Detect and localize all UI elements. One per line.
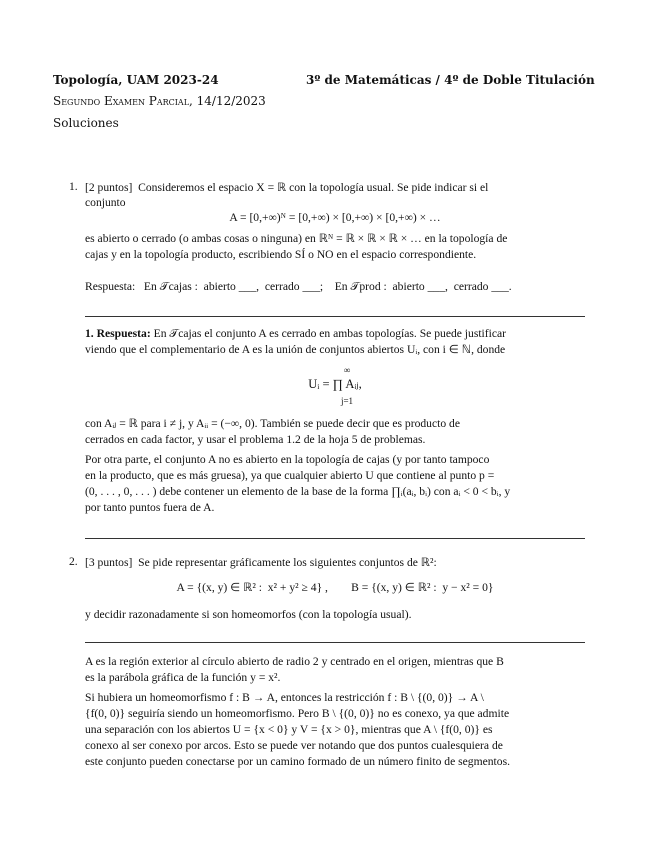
solution-2-line-6: conexo al ser conexo por arcos. Esto se puede ver notando que dos puntos cualesquiera de (85, 739, 503, 752)
problem-1-answer-line: Respuesta: En 𝒯cajas : abierto ___, cerrado ___; En 𝒯prod : abierto ___, cerrado ___. (85, 280, 512, 293)
problem-1-statement-line-2: conjunto (85, 196, 126, 209)
solution-2-line-5: una separación con los abiertos U = {x < 0} y V = {x > 0}, mientras que A \ {f(0, 0)} es (85, 723, 493, 736)
problem-1-points: [2 puntos] (85, 181, 133, 194)
problem-2-statement-line-1 (85, 555, 585, 571)
solution-2-line-3: Si hubiera un homeomorfismo f : B → A, entonces la restricción f : B \ {(0, 0)} → A \ (85, 691, 484, 704)
solutions-subtitle: Soluciones (53, 116, 119, 130)
divider-1 (85, 316, 585, 317)
solution-1-line-4: cerrados en cada factor, y usar el problema 1.2 de la hoja 5 de problemas. (85, 433, 426, 446)
problem-2-points: [3 puntos] (85, 556, 133, 569)
solution-2-line-7: este conjunto pueden conectarse por un camino formado de un número finito de segmentos. (85, 755, 510, 768)
solution-2-line-1: A es la región exterior al círculo abierto de radio 2 y centrado en el origen, mientras que B (85, 655, 504, 668)
solution-1-formula: Uᵢ = ∏ Aᵢⱼ, (308, 377, 362, 391)
problem-2-number: 2. (69, 555, 78, 568)
solution-1-label: 1. Respuesta: (85, 327, 151, 340)
problem-2-statement-line-2: y decidir razonadamente si son homeomorfos (con la topología usual). (85, 608, 412, 621)
degree-title: 3º de Matemáticas / 4º de Doble Titulación (306, 73, 595, 87)
solution-1-line-2: viendo que el complementario de A es la unión de conjuntos abiertos Uᵢ, con i ∈ ℕ, donde (85, 343, 506, 356)
exam-title: Segundo Examen Parcial, 14/12/2023 (53, 94, 266, 108)
problem-1-text-1: Consideremos el espacio X = ℝ con la topología usual. Se pide indicar si el (138, 181, 489, 194)
solution-2-line-2: es la parábola gráfica de la función y = x². (85, 671, 281, 684)
problem-1-formula: A = [0,+∞)ᴺ = [0,+∞) × [0,+∞) × [0,+∞) × … (229, 211, 441, 224)
solution-1-line-1 (85, 326, 585, 342)
solution-1-formula-bottom: j=1 (340, 396, 354, 406)
divider-3 (85, 642, 585, 643)
problem-1-number: 1. (69, 180, 78, 193)
solution-1-line-8: por tanto puntos fuera de A. (85, 501, 215, 514)
solution-1-line-3: con Aᵢⱼ = ℝ para i ≠ j, y Aᵢᵢ = (−∞, 0). También se puede decir que es producto de (85, 417, 460, 430)
problem-1-statement-line-3: es abierto o cerrado (o ambas cosas o ninguna) en ℝᴺ = ℝ × ℝ × ℝ × … en la topología de (85, 232, 508, 245)
solution-1-text-1: En 𝒯cajas el conjunto A es cerrado en ambas topologías. Se puede justificar (153, 327, 507, 340)
problem-2-formula: A = {(x, y) ∈ ℝ² : x² + y² ≥ 4} , B = {(x, y) ∈ ℝ² : y − x² = 0} (176, 581, 494, 594)
solution-2-line-4: {f(0, 0)} seguiría siendo un homeomorfismo. Pero B \ {(0, 0)} no es conexo, ya que admite (85, 707, 510, 720)
solution-1-formula-top: ∞ (343, 365, 351, 375)
problem-1-statement-line-4: cajas y en la topología producto, escribiendo SÍ o NO en el espacio correspondiente. (85, 248, 477, 261)
solution-1-line-6: en la producto, que es más gruesa), ya que cualquier abierto U que contiene al punto p = (85, 469, 495, 482)
solution-1-line-5: Por otra parte, el conjunto A no es abierto en la topología de cajas (y por tanto tampoco (85, 453, 490, 466)
divider-2 (85, 538, 585, 539)
problem-2-text-1: Se pide representar gráficamente los siguientes conjuntos de ℝ²: (138, 556, 437, 569)
course-title: Topología, UAM 2023-24 (53, 73, 219, 87)
solution-1-line-7: (0, . . . , 0, . . . ) debe contener un elemento de la base de la forma ∏ᵢ(aᵢ, bᵢ) con aᵢ < 0 < bᵢ, y (85, 485, 511, 498)
problem-1-statement-line-1 (85, 180, 585, 196)
